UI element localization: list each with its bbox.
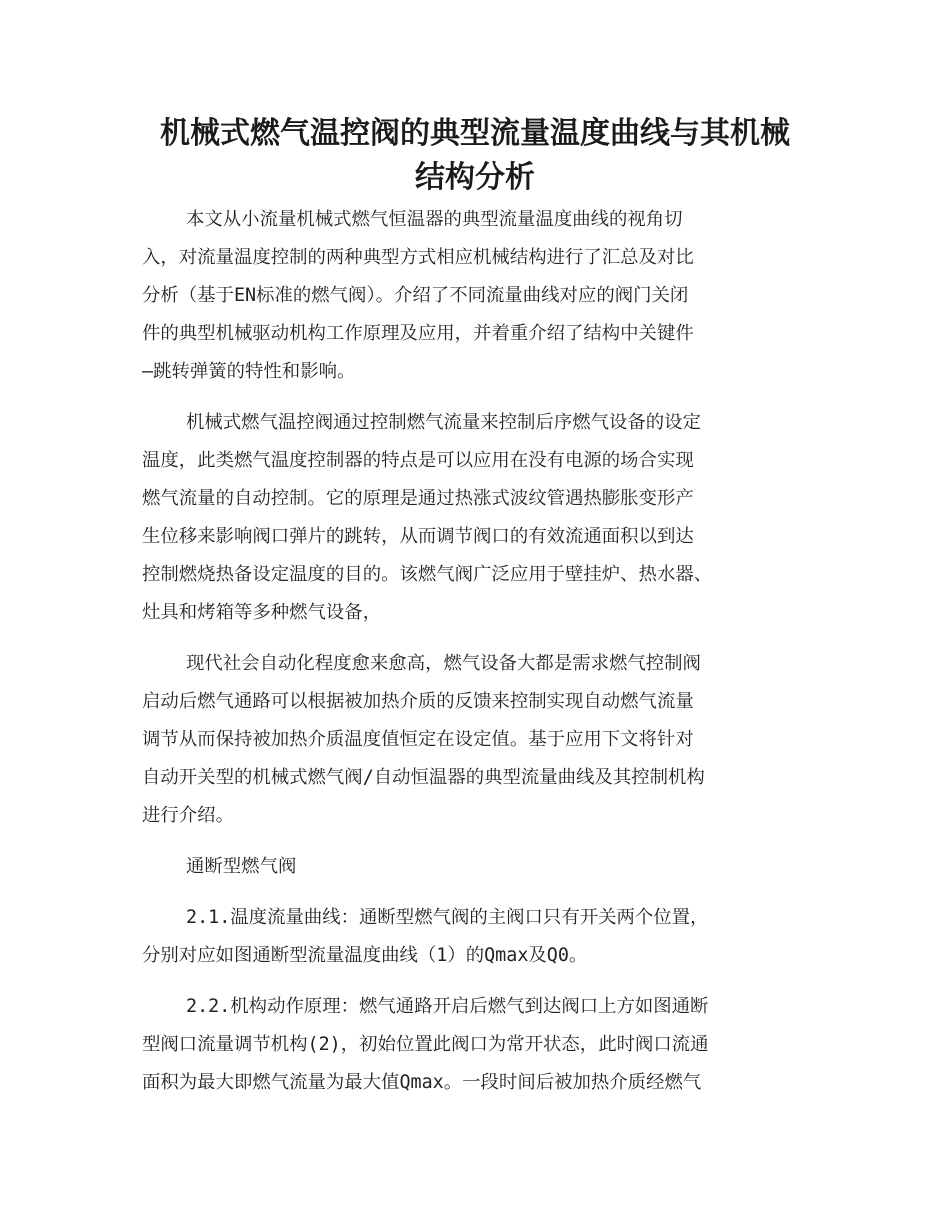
- paragraph-1-line-2: 入，对流量温度控制的两种典型方式相应机械结构进行了汇总及对比: [142, 247, 694, 268]
- paragraph-2-line-1: 机械式燃气温控阀通过控制燃气流量来控制后序燃气设备的设定: [186, 412, 701, 433]
- paragraph-3-line-5: 进行介绍。: [142, 805, 234, 826]
- paragraph-1-line-4: 件的典型机械驱动机构工作原理及应用，并着重介绍了结构中关键件: [142, 323, 694, 344]
- paragraph-5-line-2: 型阀口流量调节机构(2)，初始位置此阀口为常开状态，此时阀口流通: [142, 1034, 709, 1055]
- paragraph-1-line-1: 本文从小流量机械式燃气恒温器的典型流量温度曲线的视角切: [186, 209, 683, 230]
- paragraph-5-line-3: 面积为最大即燃气流量为最大值Qmax。一段时间后被加热介质经燃气: [142, 1072, 702, 1093]
- paragraph-1-line-5: —跳转弹簧的特性和影响。: [142, 361, 356, 382]
- paragraph-2-line-5: 控制燃烧热备设定温度的目的。该燃气阀广泛应用于壁挂炉、热水器、: [142, 564, 713, 585]
- document-title-line-1: 机械式燃气温控阀的典型流量温度曲线与其机械: [160, 116, 790, 151]
- paragraph-2-line-2: 温度，此类燃气温度控制器的特点是可以应用在没有电源的场合实现: [142, 450, 694, 471]
- paragraph-4-line-1: 2.1.温度流量曲线：通断型燃气阀的主阀口只有开关两个位置，: [186, 907, 709, 928]
- paragraph-1-line-3: 分析（基于EN标准的燃气阀）。介绍了不同流量曲线对应的阀门关闭: [142, 285, 689, 306]
- paragraph-3-line-4: 自动开关型的机械式燃气阀/自动恒温器的典型流量曲线及其控制机构: [142, 767, 705, 788]
- paragraph-2-line-3: 燃气流量的自动控制。它的原理是通过热涨式波纹管遇热膨胀变形产: [142, 488, 694, 509]
- paragraph-3-line-2: 启动后燃气通路可以根据被加热介质的反馈来控制实现自动燃气流量: [142, 691, 694, 712]
- paragraph-2-line-4: 生位移来影响阀口弹片的跳转，从而调节阀口的有效流通面积以到达: [142, 526, 694, 547]
- paragraph-4-line-2: 分别对应如图通断型流量温度曲线（1）的Qmax及Q0。: [142, 945, 588, 966]
- paragraph-3-line-1: 现代社会自动化程度愈来愈高，燃气设备大都是需求燃气控制阀: [186, 653, 701, 674]
- paragraph-5-line-1: 2.2.机构动作原理：燃气通路开启后燃气到达阀口上方如图通断: [186, 996, 709, 1017]
- paragraph-3-line-3: 调节从而保持被加热介质温度值恒定在设定值。基于应用下文将针对: [142, 729, 694, 750]
- document-title-line-2: 结构分析: [415, 160, 535, 195]
- paragraph-2-line-6: 灶具和烤箱等多种燃气设备，: [142, 602, 382, 623]
- section-heading: 通断型燃气阀: [186, 856, 297, 877]
